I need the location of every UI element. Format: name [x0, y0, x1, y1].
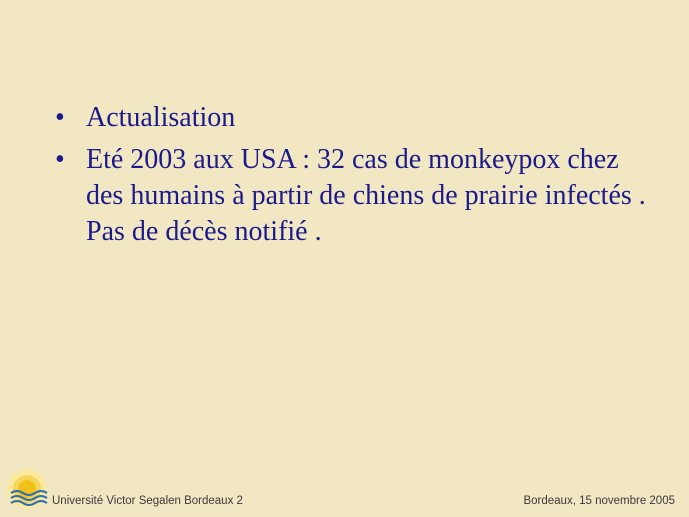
bullet-item-actualisation	[55, 100, 655, 136]
bullet-marker: •	[55, 102, 65, 133]
bullet-text: Eté 2003 aux USA : 32 cas de monkeypox chez des humains à partir de chiens de prairie infectés . Pas de décès notifié .	[86, 144, 646, 247]
bullet-text: Actualisation	[86, 102, 236, 133]
footer-date: Bordeaux, 15 novembre 2005	[523, 495, 675, 507]
bullet-marker: •	[55, 144, 65, 175]
footer-institution: Université Victor Segalen Bordeaux 2	[52, 495, 243, 507]
bullet-item-monkeypox	[55, 142, 655, 250]
bullet-list	[55, 100, 655, 256]
university-logo-icon	[3, 463, 51, 511]
sun-rays	[7, 469, 47, 509]
